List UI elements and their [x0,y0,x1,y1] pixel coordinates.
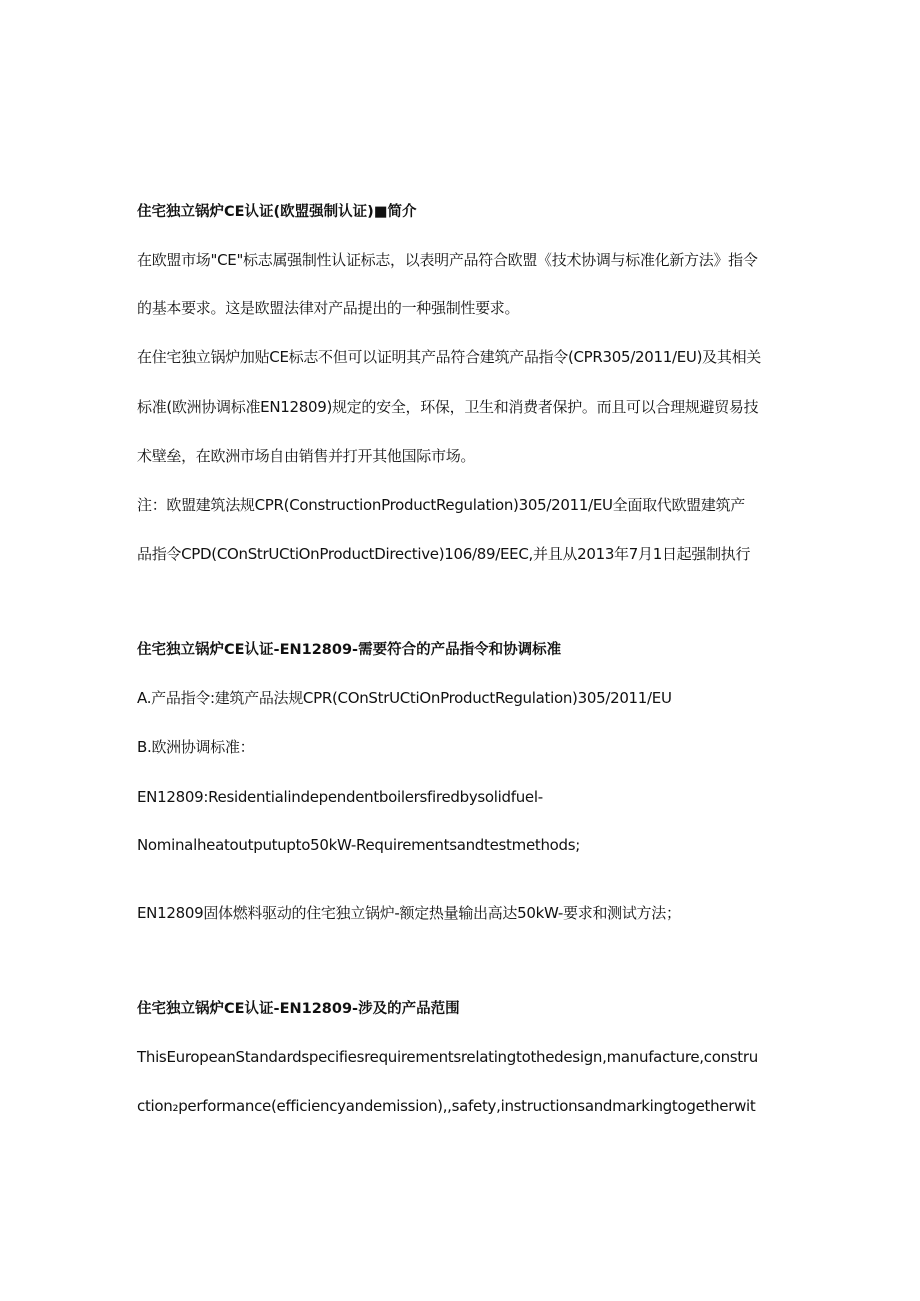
note-line: 注：欧盟建筑法规CPR(ConstructionProductRegulation)305/2011/EU全面取代欧盟建筑产 [137,496,745,514]
section-heading: 住宅独立锅炉CE认证(欧盟强制认证)■简介 [137,204,417,220]
paragraph-line: 在欧盟市场"CE"标志属强制性认证标志，以表明产品符合欧盟《技术协调与标准化新方法》指令 [137,251,758,269]
paragraph-line: ThisEuropeanStandardspecifiesrequirementsrelatingtothedesign,manufacture,constru [137,1048,758,1066]
paragraph-line: B.欧洲协调标准： [137,738,255,756]
paragraph-line: 标准(欧洲协调标准EN12809)规定的安全，环保，卫生和消费者保护。而且可以合理规避贸易技 [137,398,759,416]
paragraph-line: 在住宅独立锅炉加贴CE标志不但可以证明其产品符合建筑产品指令(CPR305/2011/EU)及其相关 [137,348,761,366]
paragraph-line: EN12809:Residentialindependentboilersfiredbysolidfuel- [137,788,543,806]
paragraph-line: ction₂performance(efficiencyandemission),,safety,instructionsandmarkingtogetherwit [137,1097,756,1115]
paragraph-line: Nominalheatoutputupto50kW-Requirementsandtestmethods; [137,836,581,854]
section-heading: 住宅独立锅炉CE认证-EN12809-涉及的产品范围 [137,1001,460,1017]
paragraph-line: 的基本要求。这是欧盟法律对产品提出的一种强制性要求。 [137,299,520,317]
note-line: 品指令CPD(COnStrUCtiOnProductDirective)106/89/EEC,并且从2013年7月1日起强制执行 [137,545,751,563]
paragraph-line: A.产品指令:建筑产品法规CPR(COnStrUCtiOnProductRegulation)305/2011/EU [137,689,672,707]
paragraph-line: EN12809固体燃料驱动的住宅独立锅炉-额定热量输出高达50kW-要求和测试方法； [137,904,681,922]
section-heading: 住宅独立锅炉CE认证-EN12809-需要符合的产品指令和协调标准 [137,642,562,658]
paragraph-line: 术壁垒，在欧洲市场自由销售并打开其他国际市场。 [137,447,476,465]
